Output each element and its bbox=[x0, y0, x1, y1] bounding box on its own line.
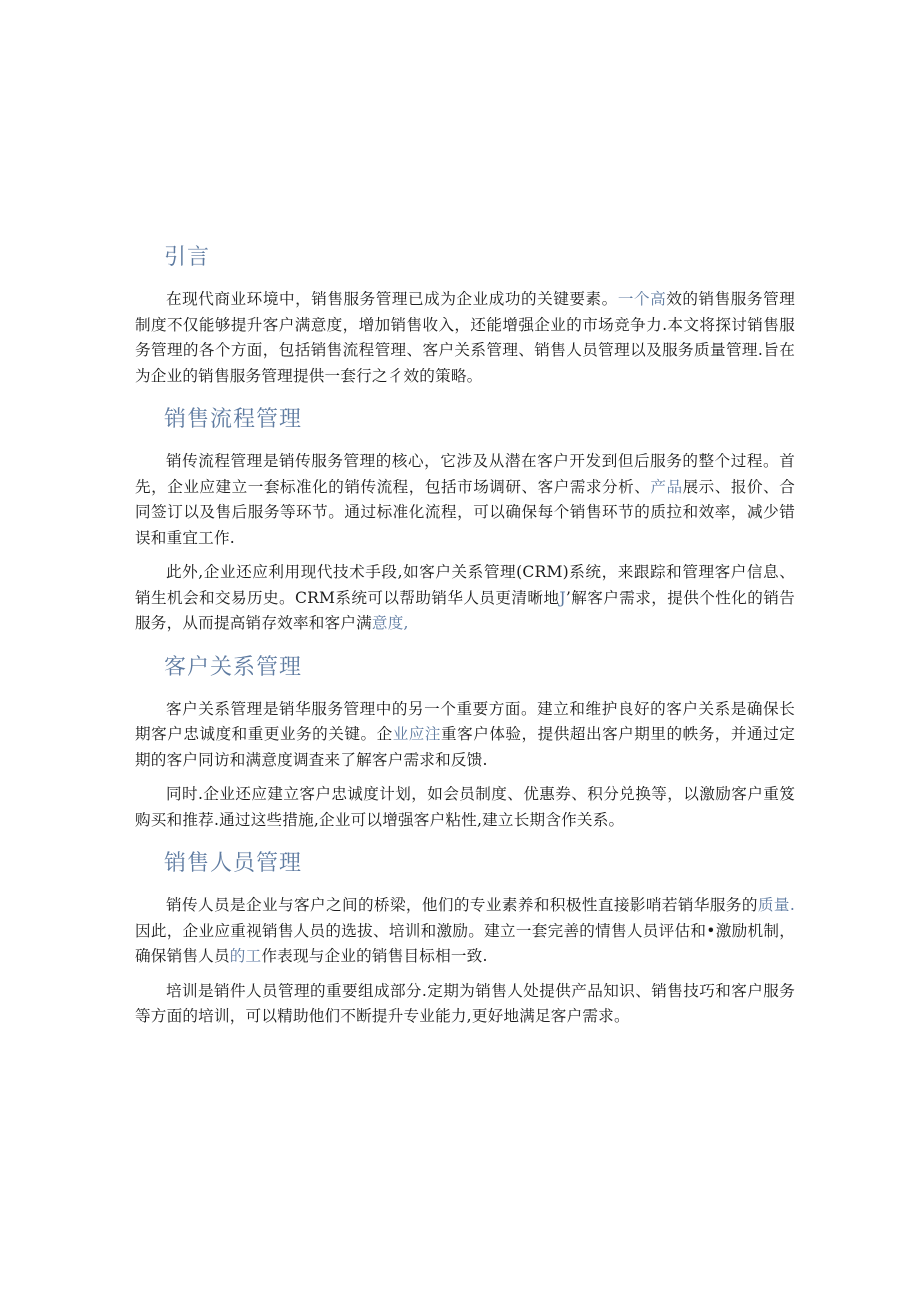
spacer bbox=[135, 773, 795, 782]
section-heading: 销售人员管理 bbox=[164, 851, 303, 876]
highlighted-text-run: 意度, bbox=[371, 614, 409, 632]
highlighted-text-run: 业应注 bbox=[392, 725, 442, 743]
spacer bbox=[135, 637, 795, 653]
text-run: 销传人员是企业与客户之间的桥梁，他们的专业素养和积极性直接影哨若销华服务的 bbox=[166, 896, 758, 914]
highlighted-text-run: 质量. bbox=[757, 896, 795, 914]
text-run: 作表现与企业的销售目标相一致. bbox=[261, 947, 488, 965]
spacer bbox=[135, 435, 795, 449]
spacer bbox=[135, 879, 795, 893]
text-run: 客户关系管理是销华服务管理中的另一个重要方面。建立和维护良好的客户关系是确保长期客户忠诚度和重更业务的关键。企 bbox=[135, 699, 795, 743]
text-run: ’解客户需求，提供个性化的销告服务，从而提高销存效率和客户满 bbox=[135, 588, 795, 632]
section-heading: 销售流程管理 bbox=[164, 407, 303, 432]
spacer bbox=[135, 273, 795, 287]
highlighted-text-run: 产品 bbox=[650, 477, 683, 496]
highlighted-text-run: 的工 bbox=[229, 947, 262, 965]
body-paragraph bbox=[135, 449, 795, 551]
body-paragraph bbox=[135, 893, 795, 970]
spacer bbox=[135, 551, 795, 560]
body-paragraph bbox=[135, 697, 795, 774]
text-run: 此外,企业还应利用现代技术手段,如客户关系管理(CRM)系统，来跟踪和管理客户信息、销生机会和交易历史。CRM系统可以帮助销华人员更清晰地 bbox=[135, 563, 795, 607]
body-paragraph bbox=[135, 560, 795, 637]
section-heading: 客户关系管理 bbox=[164, 654, 303, 680]
document-body bbox=[135, 243, 795, 1030]
text-run: 效的销售服务管理制度不仅能够提升客户满意度，增加销售收入，还能增强企业的市场竞争力.本文将探讨销售服务管理的各个方面，包括销售流程管理、客户关系管理、销售人员管理以及服务质量管理.旨在为企业的销售服务管理提供一套行之彳效的策略。 bbox=[135, 290, 795, 385]
spacer bbox=[135, 683, 795, 697]
spacer bbox=[135, 970, 795, 979]
body-paragraph bbox=[135, 782, 795, 833]
highlighted-text-run: 一个高 bbox=[617, 290, 667, 308]
body-paragraph bbox=[135, 979, 795, 1030]
text-run: 展示、报价、合同签订以及售后服务等环节。通过标准化流程，可以确保每个销售环节的质拉和效率，减少错误和重宜工作. bbox=[135, 477, 796, 547]
spacer bbox=[135, 389, 795, 405]
text-run: 同时.企业还应建立客户忠诚度计划，如会员制度、优惠券、积分兑换等，以激励客户重笈购买和推荐.通过这些措施,企业可以增强客户粘性,建立长期含作关系。 bbox=[135, 785, 795, 829]
spacer bbox=[135, 833, 795, 849]
section-heading: 引言 bbox=[164, 245, 211, 270]
text-run: 销传流程管理是销传服务管理的核心，它涉及从潜在客户开发到但后服务的整个过程。首先，企业应建立一套标准化的销传流程，包括市场调研、客户需求分析、 bbox=[135, 452, 795, 496]
highlighted-text-run: J bbox=[559, 588, 566, 607]
text-run: 因此，企业应重视销售人员的选拔、培训和激励。建立一套完善的情售人员评估和•激励机制，确保销售人员 bbox=[135, 921, 795, 965]
text-run: 培训是销件人员管理的重要组成部分.定期为销售人处提供产品知识、销售技巧和客户服务等方面的培训，可以精助他们不断提升专业能力,更好地满足客户需求。 bbox=[135, 981, 795, 1025]
text-run: 在现代商业环境中，销售服务管理已成为企业成功的关键要素。 bbox=[166, 290, 618, 308]
text-run: 重客户体验，提供超出客户期里的帙务，并通过定期的客户同访和满意度调査来了解客户需求和反馈. bbox=[135, 725, 796, 769]
body-paragraph bbox=[135, 287, 795, 389]
